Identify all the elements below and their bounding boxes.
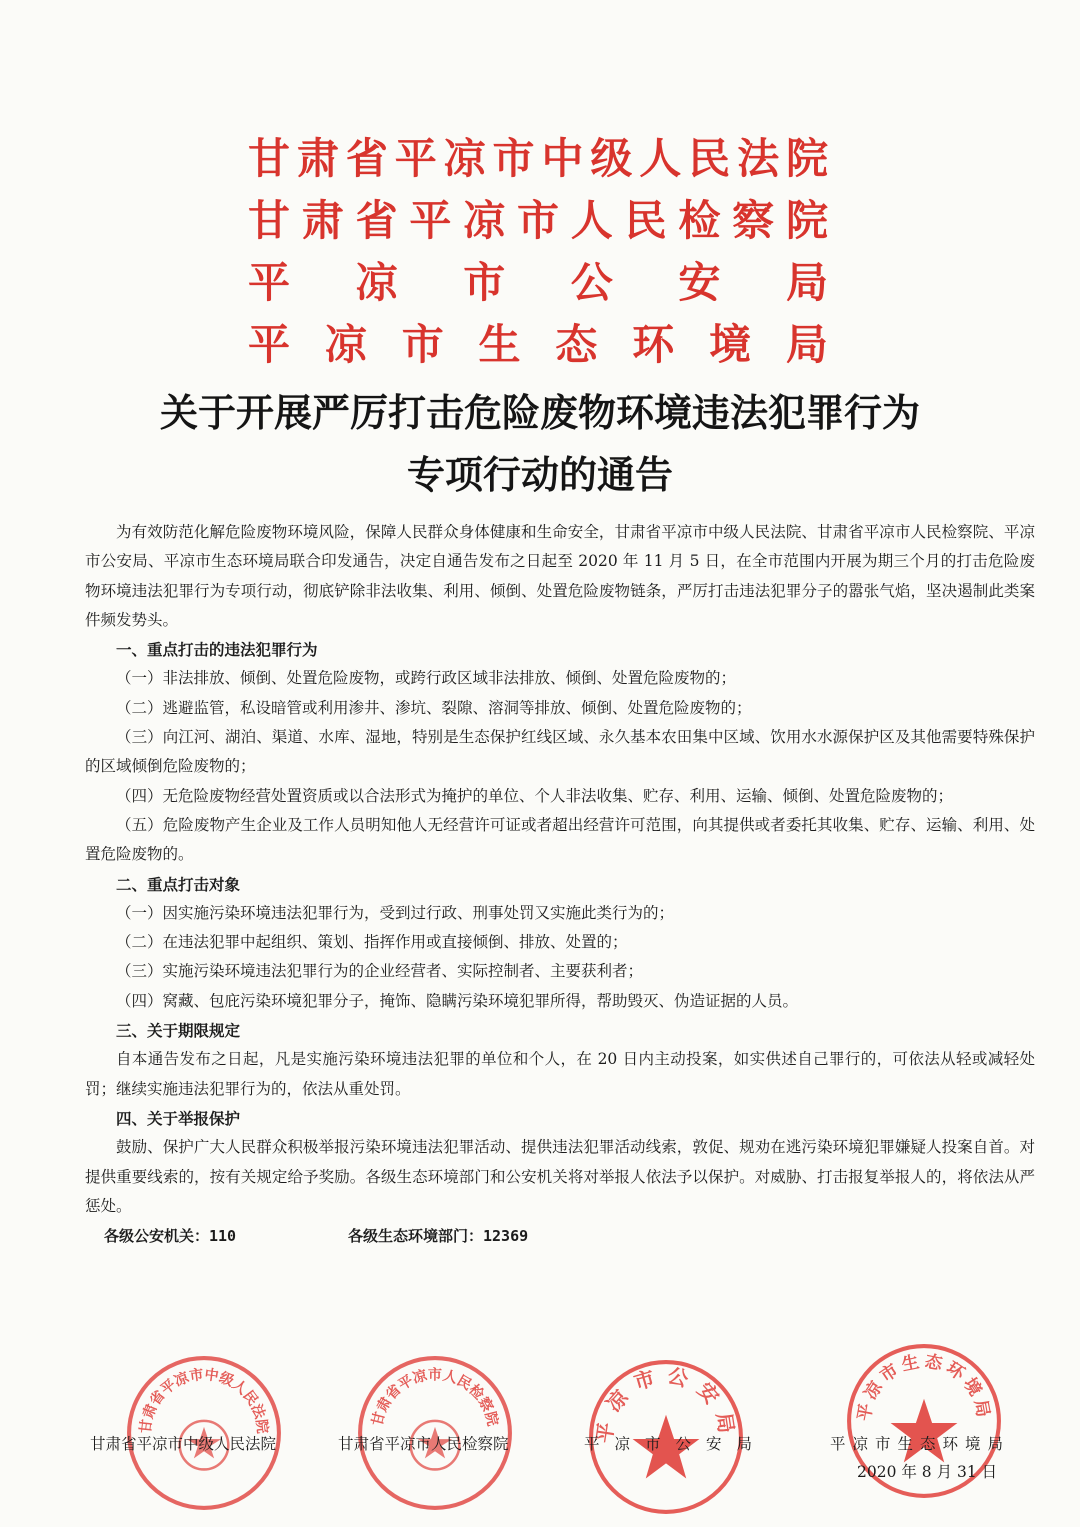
issuer-char: 凉 <box>443 134 486 183</box>
issuer-char: 察 <box>732 196 775 245</box>
issuer-char: 法 <box>737 134 780 183</box>
signature-procuratorate: 甘肃省平凉市人民检察院 <box>338 1435 509 1453</box>
issuer-environment <box>248 314 828 376</box>
notice-title-line-2: 专项行动的通告 <box>406 452 673 497</box>
section-4-paragraph: 鼓励、保护广大人民群众积极举报污染环境违法犯罪活动、提供违法犯罪活动线索，敦促、规劝在逃污染环境犯罪嫌疑人投案自首。对提供重要线索的，按有关规定给予奖励。各级生态环境部门和公安机关将对举报人依法予以保护。对威胁、打击报复举报人的，将依法从严惩处。 <box>85 1138 1035 1215</box>
issuer-char: 市 <box>516 196 559 245</box>
issuer-char: 局 <box>785 258 828 307</box>
section-4-heading: 四、关于举报保护 <box>116 1108 241 1128</box>
section-3-heading: 三、关于期限规定 <box>116 1021 241 1041</box>
seal-police-text: 平凉市公安局 <box>591 1362 741 1445</box>
section-1-item: （四）无危险废物经营处置资质或以合法形式为掩护的单位、个人非法收集、贮存、利用、运输、倾倒、处置危险废物的； <box>116 786 954 805</box>
issuer-char: 环 <box>632 320 675 369</box>
issuer-char: 人 <box>639 134 682 183</box>
issuer-char: 局 <box>785 320 828 369</box>
issuer-char: 凉 <box>355 258 398 307</box>
issuer-char: 安 <box>678 258 721 307</box>
hotline-police: 各级公安机关：110 <box>104 1227 237 1245</box>
section-1-item: （五）危险废物产生企业及工作人员明知他人无经营许可证或者超出经营许可范围，向其提供或者委托其收集、贮存、运输、利用、处置危险废物的。 <box>85 815 1035 864</box>
issuer-char: 检 <box>678 196 721 245</box>
section-2-item: （二）在违法犯罪中起组织、策划、指挥作用或直接倾倒、排放、处置的； <box>116 933 628 952</box>
issuer-char: 甘 <box>248 134 291 183</box>
notice-title-line-1: 关于开展严厉打击危险废物环境违法犯罪行为 <box>159 390 920 435</box>
issuer-char: 市 <box>463 258 506 307</box>
issuer-char: 生 <box>478 320 521 369</box>
section-1-item: （一）非法排放、倾倒、处置危险废物，或跨行政区域非法排放、倾倒、处置危险废物的； <box>116 669 737 688</box>
section-2-item: （四）窝藏、包庇污染环境犯罪分子，掩饰、隐瞒污染环境犯罪所得，帮助毁灭、伪造证据的人员。 <box>116 991 799 1010</box>
issuer-char: 市 <box>401 320 444 369</box>
issuer-char: 民 <box>688 134 731 183</box>
issuer-char: 民 <box>624 196 667 245</box>
issuer-char: 甘 <box>248 196 291 245</box>
issuer-police <box>248 252 828 314</box>
issuer-court <box>248 128 828 190</box>
seal-environment-text: 平凉市生态环境局 <box>854 1351 994 1423</box>
section-2-heading: 二、重点打击对象 <box>116 874 241 894</box>
issuer-char: 态 <box>555 320 598 369</box>
issuer-char: 院 <box>785 134 828 183</box>
issuer-char: 市 <box>492 134 535 183</box>
section-1-item: （二）逃避监管，私设暗管或利用渗井、渗坑、裂隙、溶洞等排放、倾倒、处置危险废物的； <box>116 698 752 717</box>
seal-court-text: 甘肃省平凉市中级人民法院 <box>137 1366 271 1435</box>
signature-environment: 平凉市生态环境局 <box>830 1435 1011 1453</box>
issuer-char: 平 <box>409 196 452 245</box>
seal-procuratorate-text: 甘肃省平凉市人民检察院 <box>369 1367 501 1428</box>
issuer-char: 级 <box>590 134 633 183</box>
signature-date: 2020 年 8 月 31 日 <box>857 1463 998 1481</box>
issuer-char: 院 <box>785 196 828 245</box>
issuer-char: 省 <box>345 134 388 183</box>
section-3-paragraph: 自本通告发布之日起，凡是实施污染环境违法犯罪的单位和个人，在 20 日内主动投案，如实供述自己罪行的，可依法从轻或减轻处罚；继续实施违法犯罪行为的，依法从重处罚。 <box>85 1050 1035 1098</box>
issuer-char: 平 <box>248 258 291 307</box>
issuer-char: 平 <box>394 134 437 183</box>
issuer-char: 省 <box>355 196 398 245</box>
notice-title <box>40 382 1040 506</box>
issuer-char: 肃 <box>301 196 344 245</box>
signature-police: 平凉市公安局 <box>584 1435 768 1453</box>
signature-court: 甘肃省平凉市中级人民法院 <box>90 1435 277 1453</box>
issuer-header <box>248 128 828 376</box>
section-1-item: （三）向江河、湖泊、渠道、水库、湿地，特别是生态保护红线区域、永久基本农田集中区域、饮用水水源保护区及其他需要特殊保护的区域倾倒危险废物的； <box>85 728 1035 776</box>
section-1-heading: 一、重点打击的违法犯罪行为 <box>116 640 318 660</box>
issuer-char: 公 <box>570 258 613 307</box>
issuer-char: 中 <box>541 134 584 183</box>
section-2-item: （一）因实施污染环境违法犯罪行为，受到过行政、刑事处罚又实施此类行为的； <box>116 903 675 922</box>
issuer-char: 境 <box>709 320 752 369</box>
intro-paragraph: 为有效防范化解危险废物环境风险，保障人民群众身体健康和生命安全，甘肃省平凉市中级人民法院、甘肃省平凉市人民检察院、平凉市公安局、平凉市生态环境局联合印发通告，决定自通告发布之日起至 2020 年 11 月 5 日，在全市范围内开展为期三个月的打击危险废物环境违法犯罪行为专项行动，彻底铲除非法收集、利用、倾倒、处置危险废物链条，严厉打击违法犯罪分子的嚣张气焰，坚决遏制此类案件频发势头。 <box>85 523 1035 629</box>
notice-body <box>85 518 1035 1221</box>
issuer-char: 人 <box>570 196 613 245</box>
issuer-char: 平 <box>248 320 291 369</box>
hotline-environment: 各级生态环境部门：12369 <box>348 1227 529 1245</box>
issuer-procuratorate <box>248 190 828 252</box>
issuer-char: 凉 <box>324 320 367 369</box>
issuer-char: 肃 <box>296 134 339 183</box>
issuer-char: 凉 <box>463 196 506 245</box>
section-2-item: （三）实施污染环境违法犯罪行为的企业经营者、实际控制者、主要获利者； <box>116 962 644 981</box>
